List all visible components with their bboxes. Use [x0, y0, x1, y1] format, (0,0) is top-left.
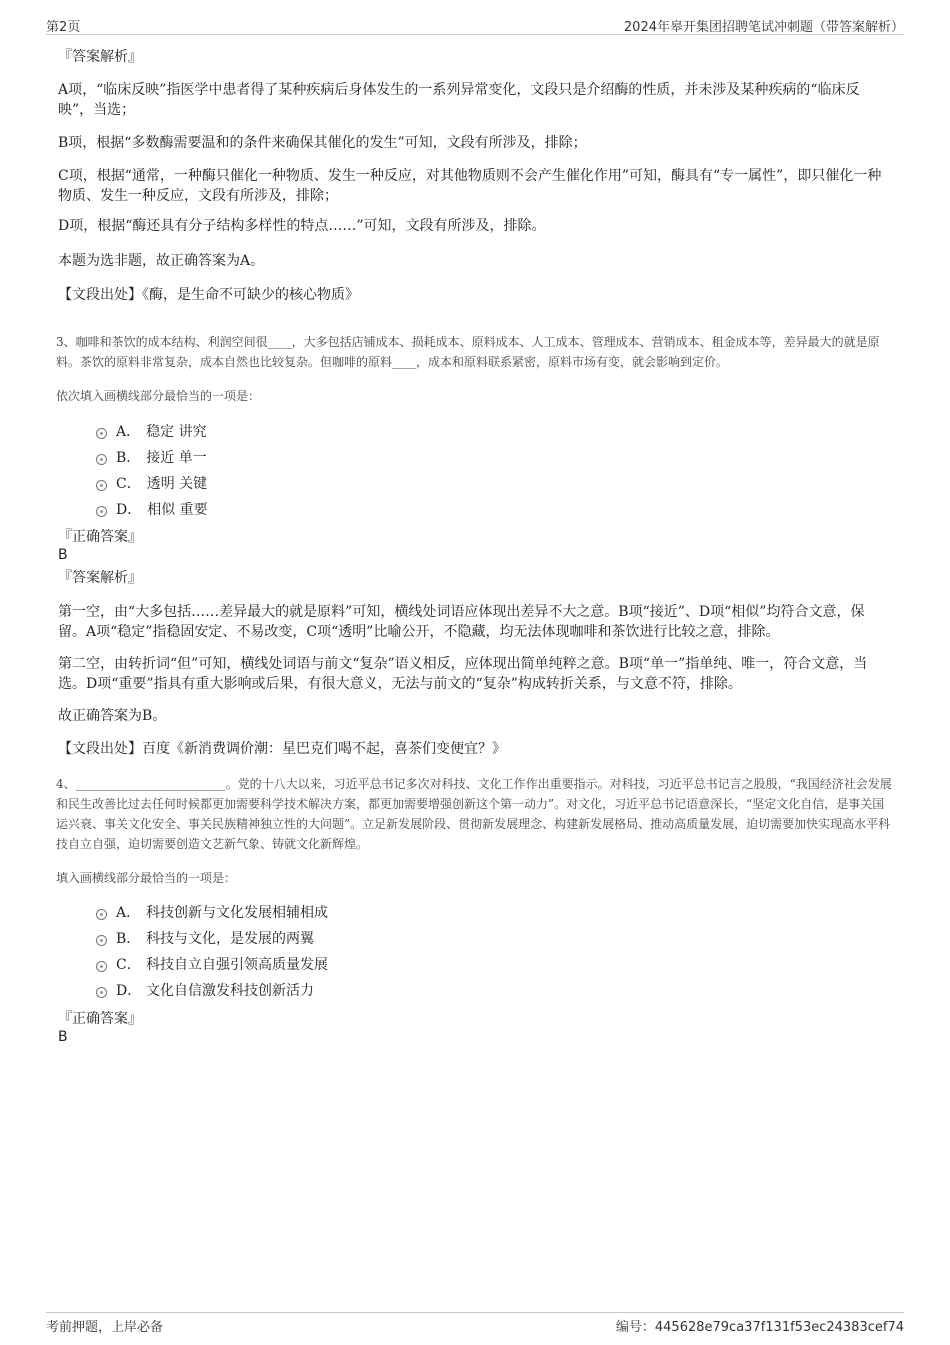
radio-icon[interactable] — [96, 935, 107, 946]
correct-answer-tag: 『正确答案』 — [58, 1011, 142, 1027]
analysis-paragraph: B项，根据“多数酶需要温和的条件来确保其催化的发生”可知，文段有所涉及，排除； — [58, 135, 587, 151]
radio-icon[interactable] — [96, 428, 107, 439]
option-b[interactable]: B． 科技与文化，是发展的两翼 — [96, 929, 328, 955]
option-c[interactable]: C． 科技自立自强引领高质量发展 — [96, 955, 328, 981]
analysis-paragraph: C项，根据“通常，一种酶只催化一种物质、发生一种反应，对其他物质则不会产生催化作用”可知，酶具有“专一属性”，即只催化一种物质、发生一种反应，文段有所涉及，排除； — [58, 168, 882, 204]
analysis-paragraph: 第一空，由“大多包括……差异最大的就是原料”可知，横线处词语应体现出差异不大之意。B项“接近”、D项“相似”均符合文意，保留。A项“稳定”指稳固安定、不易改变，C项“透明”比喻公开，不隐藏，均无法体现咖啡和茶饮进行比较之意，排除。 — [58, 604, 865, 640]
question-prompt: 填入画横线部分最恰当的一项是： — [56, 871, 237, 885]
option-d[interactable]: D． 文化自信激发科技创新活力 — [96, 981, 328, 1007]
question-stem: 3、咖啡和茶饮的成本结构、利润空间很____，大多包括店铺成本、损耗成本、原料成本、人工成本、管理成本、营销成本、租金成本等，差异最大的就是原料。茶饮的原料非常复杂，成本自然也比较复杂。但咖啡的原料____，成本和原料联系紧密，原料市场有变，就会影响到定价。 — [56, 335, 880, 369]
option-list — [96, 422, 208, 526]
option-a[interactable]: A． 稳定 讲究 — [96, 422, 208, 448]
source-citation: 【文段出处】百度《新消费调价潮：星巴克们喝不起，喜茶们变便宜？》 — [58, 741, 506, 757]
correct-answer: B — [58, 547, 68, 563]
analysis-tag: 『答案解析』 — [58, 49, 142, 65]
radio-icon[interactable] — [96, 506, 107, 517]
analysis-tag: 『答案解析』 — [58, 570, 142, 586]
page-header — [46, 14, 904, 35]
question-prompt: 依次填入画横线部分最恰当的一项是： — [56, 389, 261, 403]
radio-icon[interactable] — [96, 909, 107, 920]
analysis-paragraph: 第二空，由转折词“但”可知，横线处词语与前文“复杂”语义相反，应体现出简单纯粹之意。B项“单一”指单纯、唯一，符合文意，当选。D项“重要”指具有重大影响或后果，有很大意义，无法与前文的“复杂”构成转折关系，与文意不符，排除。 — [58, 656, 868, 692]
radio-icon[interactable] — [96, 480, 107, 491]
option-b[interactable]: B． 接近 单一 — [96, 448, 208, 474]
correct-answer-tag: 『正确答案』 — [58, 529, 142, 545]
analysis-paragraph: A项，“临床反映”指医学中患者得了某种疾病后身体发生的一系列异常变化，文段只是介绍酶的性质，并未涉及某种疾病的“临床反映”，当选； — [58, 82, 860, 118]
radio-icon[interactable] — [96, 961, 107, 972]
radio-icon[interactable] — [96, 454, 107, 465]
radio-icon[interactable] — [96, 987, 107, 998]
analysis-paragraph: D项，根据“酶还具有分子结构多样性的特点……”可知，文段有所涉及，排除。 — [58, 218, 546, 234]
option-d[interactable]: D． 相似 重要 — [96, 500, 208, 526]
question-stem: 4、_________________________。党的十八大以来，习近平总书记多次对科技、文化工作作出重要指示。对科技，习近平总书记言之股殷，“我国经济社会发展和民生改善比过去任何时候都更加需要科学技术解决方案，都更加需要增强创新这个第一动力”。对文化，习近平总书记语意深长，“坚定文化自信，是事关国运兴衰、事关文化安全、事关民族精神独立性的大问题”。立足新发展阶段、贯彻新发展理念、构建新发展格局、推动高质量发展，迫切需要加快实现高水平科技自立自强，迫切需要创造文艺新气象、铸就文化新辉煌。 — [56, 777, 892, 851]
analysis-conclusion: 故正确答案为B。 — [58, 708, 167, 724]
option-list — [96, 903, 328, 1007]
correct-answer: B — [58, 1029, 68, 1045]
page-number: 第2页 — [46, 20, 81, 35]
footer-slogan: 考前押题，上岸必备 — [46, 1320, 164, 1335]
analysis-conclusion: 本题为选非题，故正确答案为A。 — [58, 253, 265, 269]
document-title: 2024年皋开集团招聘笔试冲刺题（带答案解析） — [623, 20, 904, 35]
option-a[interactable]: A． 科技创新与文化发展相辅相成 — [96, 903, 328, 929]
option-c[interactable]: C． 透明 关键 — [96, 474, 208, 500]
document-code: 编号：445628e79ca37f131f53ec24383cef74 — [615, 1320, 904, 1335]
page-footer — [46, 1312, 904, 1335]
source-citation: 【文段出处】《酶，是生命不可缺少的核心物质》 — [58, 287, 359, 303]
